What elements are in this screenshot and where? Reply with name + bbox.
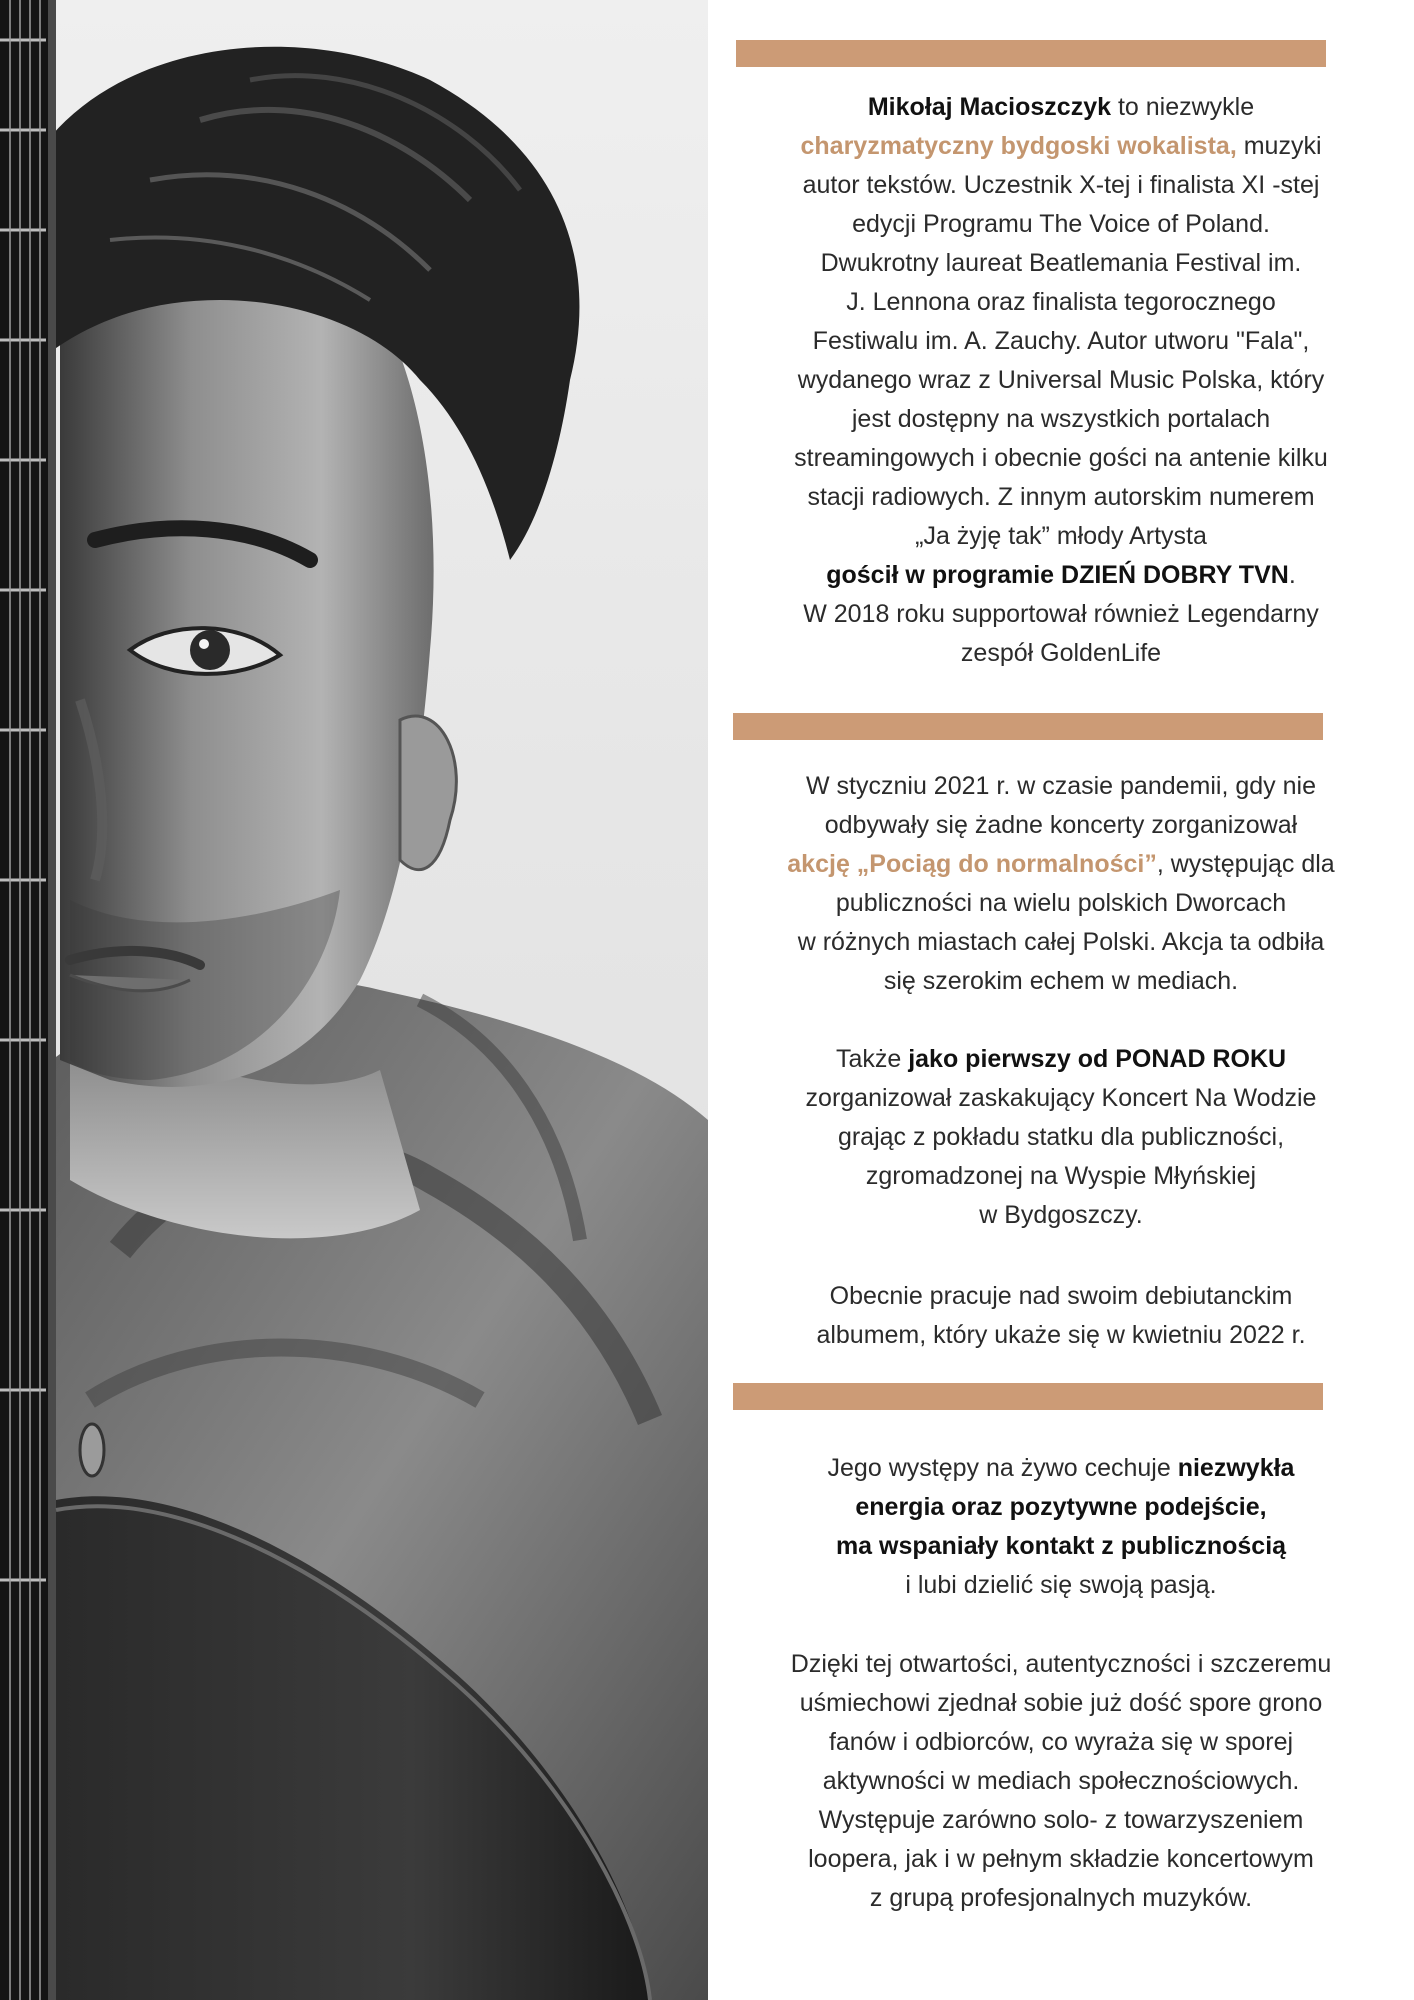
text-line: „Ja żyję tak” młody Artysta — [915, 522, 1207, 550]
text-line: grając z pokładu statku dla publiczności, — [837, 1123, 1285, 1151]
bio-paragraph-concert — [708, 1040, 1414, 1235]
text-segment: , występując dla — [1156, 850, 1335, 878]
bio-paragraph-fans — [708, 1645, 1414, 1918]
text-line: uśmiechowi zjednał sobie już dość spore grono — [799, 1689, 1323, 1717]
bold-text: ma wspaniały kontakt z publicznością — [835, 1532, 1287, 1560]
text-line: wydanego wraz z Universal Music Polska, który — [797, 366, 1325, 394]
bio-paragraph-pandemic — [708, 767, 1414, 1001]
text-segment: Także — [835, 1045, 909, 1073]
text-line: i lubi dzielić się swoją pasją. — [905, 1571, 1217, 1599]
bio-paragraph-intro — [708, 88, 1414, 673]
bold-text: energia oraz pozytywne podejście, — [855, 1493, 1267, 1521]
bold-text: gościł w programie DZIEŃ DOBRY TVN — [826, 561, 1289, 589]
text-line: się szerokim echem w mediach. — [883, 967, 1239, 995]
bio-paragraph-live — [708, 1449, 1414, 1605]
text-line: zgromadzonej na Wyspie Młyńskiej — [865, 1162, 1257, 1190]
text-line: zespół GoldenLife — [960, 639, 1162, 667]
bio-paragraph-album — [708, 1277, 1414, 1355]
highlight-text: charyzmatyczny bydgoski wokalista, — [800, 132, 1237, 160]
text-line: zorganizował zaskakujący Koncert Na Wodzie — [805, 1084, 1317, 1112]
artist-name: Mikołaj Macioszczyk — [867, 93, 1112, 121]
text-line: stacji radiowych. Z innym autorskim numerem — [807, 483, 1315, 511]
highlight-text: akcję „Pociąg do normalności” — [787, 850, 1157, 878]
text-line: Dzięki tej otwartości, autentyczności i szczeremu — [790, 1650, 1332, 1678]
text-segment: muzyki — [1236, 132, 1322, 160]
text-line: albumem, który ukaże się w kwietniu 2022 r. — [816, 1321, 1306, 1349]
text-line: odbywały się żadne koncerty zorganizował — [824, 811, 1298, 839]
bold-text: jako pierwszy od PONAD ROKU — [908, 1045, 1287, 1073]
text-line: w Bydgoszczy. — [979, 1201, 1143, 1229]
text-line: Festiwalu im. A. Zauchy. Autor utworu "Fala", — [812, 327, 1310, 355]
bio-column — [708, 0, 1414, 2000]
text-line: autor tekstów. Uczestnik X-tej i finalista XI -stej — [802, 171, 1320, 199]
text-line: jest dostępny na wszystkich portalach — [851, 405, 1271, 433]
text-segment: to niezwykle — [1111, 93, 1255, 121]
text-line: Dwukrotny laureat Beatlemania Festival im. — [820, 249, 1302, 277]
text-line: z grupą profesjonalnych muzyków. — [869, 1884, 1253, 1912]
text-line: publiczności na wielu polskich Dworcach — [835, 889, 1287, 917]
divider-bar-top — [736, 40, 1326, 67]
text-line: edycji Programu The Voice of Poland. — [852, 210, 1270, 238]
text-line: streamingowych i obecnie gości na antenie kilku — [794, 444, 1328, 472]
text-line: W 2018 roku supportował również Legendarny — [803, 600, 1319, 628]
text-line: J. Lennona oraz finalista tegorocznego — [846, 288, 1276, 316]
divider-bar-bottom — [733, 1383, 1323, 1410]
text-line: loopera, jak i w pełnym składzie koncertowym — [808, 1845, 1314, 1873]
text-segment: Jego występy na żywo cechuje — [827, 1454, 1178, 1482]
text-line: Występuje zarówno solo- z towarzyszeniem — [818, 1806, 1304, 1834]
text-line: W styczniu 2021 r. w czasie pandemii, gdy nie — [806, 772, 1316, 800]
divider-bar-middle — [733, 713, 1323, 740]
text-segment: . — [1288, 561, 1296, 589]
text-line: fanów i odbiorców, co wyraża się w sporej — [828, 1728, 1294, 1756]
bold-text: niezwykła — [1177, 1454, 1295, 1482]
text-line: w różnych miastach całej Polski. Akcja ta odbiła — [797, 928, 1325, 956]
text-line: Obecnie pracuje nad swoim debiutanckim — [829, 1282, 1293, 1310]
text-line: aktywności w mediach społecznościowych. — [822, 1767, 1300, 1795]
